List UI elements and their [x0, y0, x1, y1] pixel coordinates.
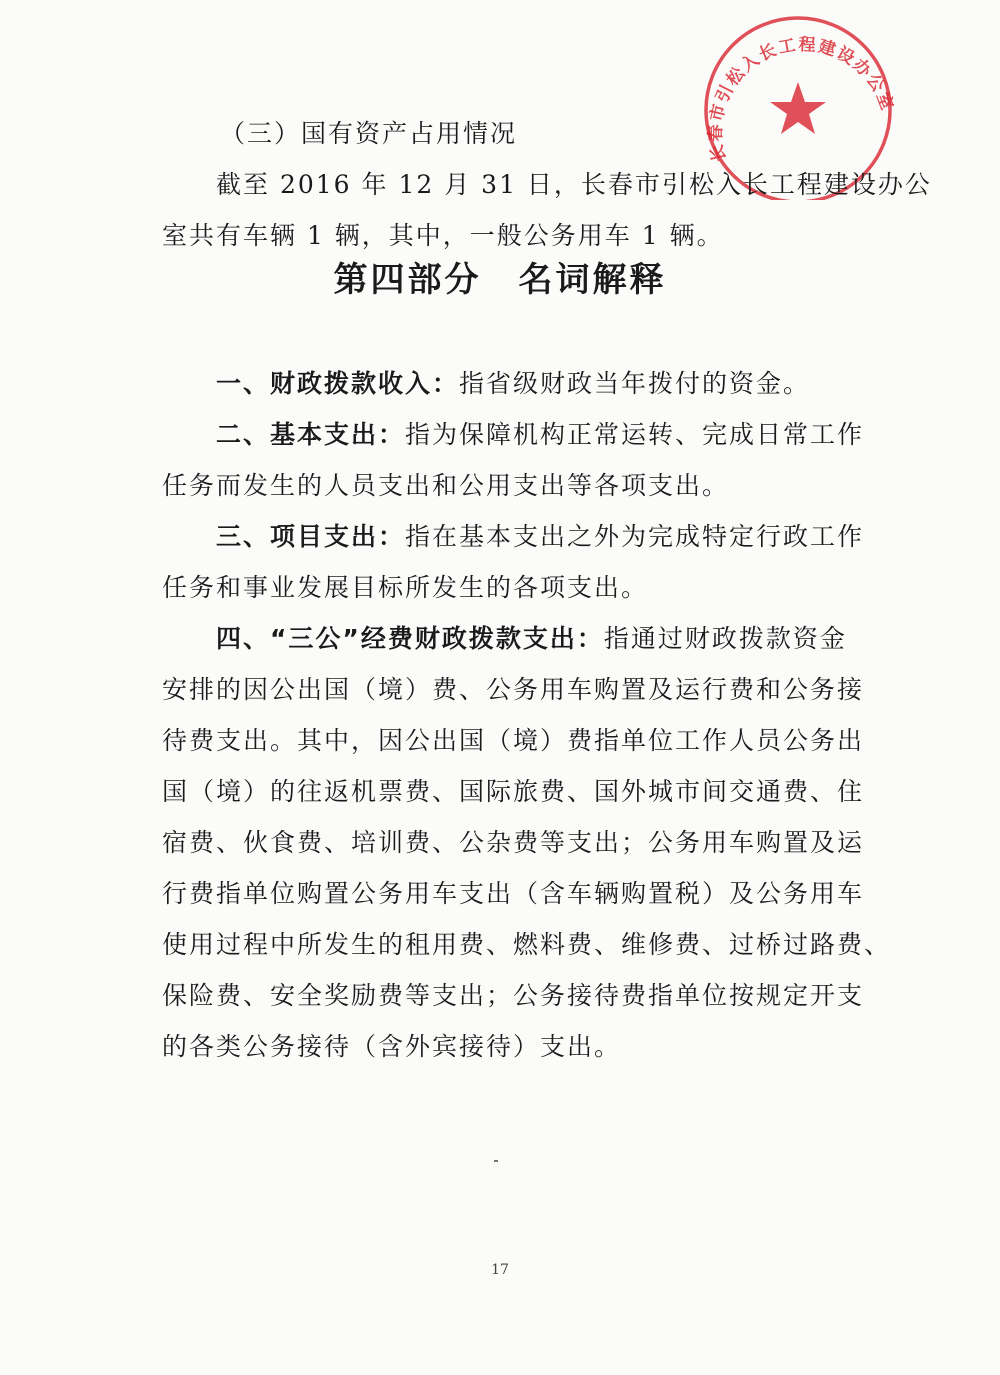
definition-item [162, 613, 892, 1072]
definition-item [162, 358, 842, 409]
definitions-list [162, 358, 892, 1072]
section-title: （三）国有资产占用情况 [220, 119, 518, 148]
definition-text: 指省级财政当年拨付的资金。 [459, 369, 811, 398]
definition-text: 安排的因公出国（境）费、公务用车购置及运行费和公务接 [162, 675, 865, 704]
definition-item [162, 409, 865, 511]
definition-term: 四、“三公”经费财政拨款支出： [216, 624, 604, 653]
definition-term: 一、财政拨款收入： [216, 369, 460, 398]
definition-text: 指为保障机构正常运转、完成日常工作 [405, 420, 865, 449]
definition-text: 的各类公务接待（含外宾接待）支出。 [162, 1032, 622, 1061]
definition-text: 待费支出。其中，因公出国（境）费指单位工作人员公务出 [162, 726, 865, 755]
definition-term: 二、基本支出： [216, 420, 406, 449]
definition-term: 三、项目支出： [216, 522, 406, 551]
definition-text: 宿费、伙食费、培训费、公杂费等支出；公务用车购置及运 [162, 828, 865, 857]
definition-text: 指在基本支出之外为完成特定行政工作 [405, 522, 865, 551]
definition-text: 任务而发生的人员支出和公用支出等各项支出。 [162, 471, 730, 500]
definition-text: 国（境）的往返机票费、国际旅费、国外城市间交通费、住 [162, 777, 865, 806]
definition-text: 指通过财政拨款资金 [603, 624, 847, 653]
definition-text: 任务和事业发展目标所发生的各项支出。 [162, 573, 649, 602]
scan-speck [494, 1160, 498, 1162]
asset-para-line-2: 室共有车辆 1 辆，其中，一般公务用车 1 辆。 [162, 221, 724, 250]
part-heading: 第四部分 名词解释 [333, 260, 667, 300]
definition-item [162, 511, 865, 613]
definition-text: 行费指单位购置公务用车支出（含车辆购置税）及公务用车 [162, 879, 865, 908]
definition-text: 使用过程中所发生的租用费、燃料费、维修费、过桥过路费、 [162, 930, 892, 959]
asset-section [162, 108, 932, 261]
seal-text: 长春市引松入长工程建设办公室 [706, 34, 898, 164]
page-number: 17 [491, 1262, 509, 1278]
definition-text: 保险费、安全奖励费等支出；公务接待费指单位按规定开支 [162, 981, 865, 1010]
asset-para-line-1: 截至 2016 年 12 月 31 日，长春市引松入长工程建设办公 [216, 170, 932, 199]
